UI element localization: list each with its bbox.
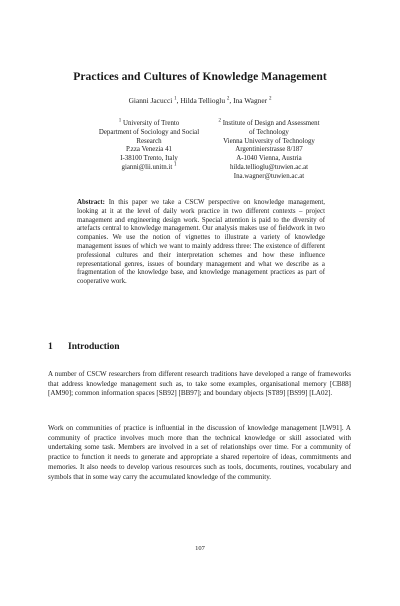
author-name: Ina Wagner [233, 96, 268, 105]
author-name: Hilda Tellioglu [180, 96, 226, 105]
body-paragraph: Work on communities of practice is influential in the discussion of knowledge management [LW91]. A community of practice involves much more than the technical knowledge or skill associated with undertaking some task. Members are involved in a set of relationships over time. For a community of practice to function it needs to generate and appropriate a shared repertoire of ideas, commitments and memories. It also needs to develop various resources such as tools, documents, routines, vocabulary and symbols that in some way carry the accumulated knowledge of the community. [48, 424, 351, 481]
section-number: 1 [48, 342, 53, 352]
paper-title: Practices and Cultures of Knowledge Management [73, 70, 327, 83]
body-paragraph: A number of CSCW researchers from different research traditions have developed a range of frameworks that address knowledge management such as, to take some examples, organisational memory [CB88] [AM90]; common information spaces [SB92] [BB97]; and boundary objects [ST89] [BS99] [LA02]. [48, 370, 351, 398]
affiliation-line: Institute of Design and Assessment [222, 120, 320, 127]
section-title: Introduction [68, 342, 120, 352]
author-name: Gianni Jacucci [128, 96, 173, 105]
affiliation-line: Vienna University of Technology [223, 137, 315, 145]
affiliation-email: gianni@lii.unitn.it [121, 163, 173, 171]
author-affiliation-marker: 2 [226, 96, 230, 102]
affiliation-marker: 2 [218, 118, 221, 124]
abstract-text: In this paper we take a CSCW perspective on knowledge management, looking at it at the level of daily work practice in two different contexts – project management and engineering design work. Special attention is paid to the diversity of artefacts central to knowledge management. Our analysis makes use of fieldwork in two companies. We use the notion of vignettes to illustrate a variety of knowledge management issues of which we want to mainly address three: The existence of different professional cultures and their interpretation schemes and how these influence representational genres, issues of boundary management and what we describe as a fragmentation of the knowledge base, and knowledge management practices as part of cooperative work. [77, 199, 325, 286]
affiliation-line: of Technology [249, 128, 289, 136]
affiliation-line: Department of Sociology and Social [98, 128, 200, 136]
affiliation-email: Ina.wagner@tuwien.ac.at [233, 172, 305, 180]
abstract-label: Abstract: [77, 199, 105, 206]
affiliation-line: P.zza Venezia 41 [126, 146, 172, 154]
abstract [77, 199, 325, 287]
section-heading [48, 342, 120, 352]
page-number: 107 [195, 545, 205, 552]
affiliation-line: Argentinierstrasse 8/187 [235, 146, 303, 154]
affiliation-line: A-1040 Vienna, Austria [236, 155, 302, 163]
author-affiliation-marker: 1 [174, 96, 177, 102]
author-list: Gianni Jacucci $^1$, Hilda Tellioglu $^2$, Ina Wagner $^2$ [128, 96, 272, 105]
affiliation-line: Research [136, 137, 162, 145]
affiliation-line: University of Trento [122, 120, 180, 127]
author-affiliation-marker: 2 [268, 96, 272, 102]
affiliation-email: hilda.tellioglu@tuwien.ac.at [229, 163, 309, 171]
affiliation-line: I-38100 Trento, Italy [120, 155, 178, 163]
affiliation-vienna [194, 120, 344, 182]
affiliation-marker: 1 [174, 162, 177, 168]
affiliation-marker: 1 [118, 118, 122, 124]
